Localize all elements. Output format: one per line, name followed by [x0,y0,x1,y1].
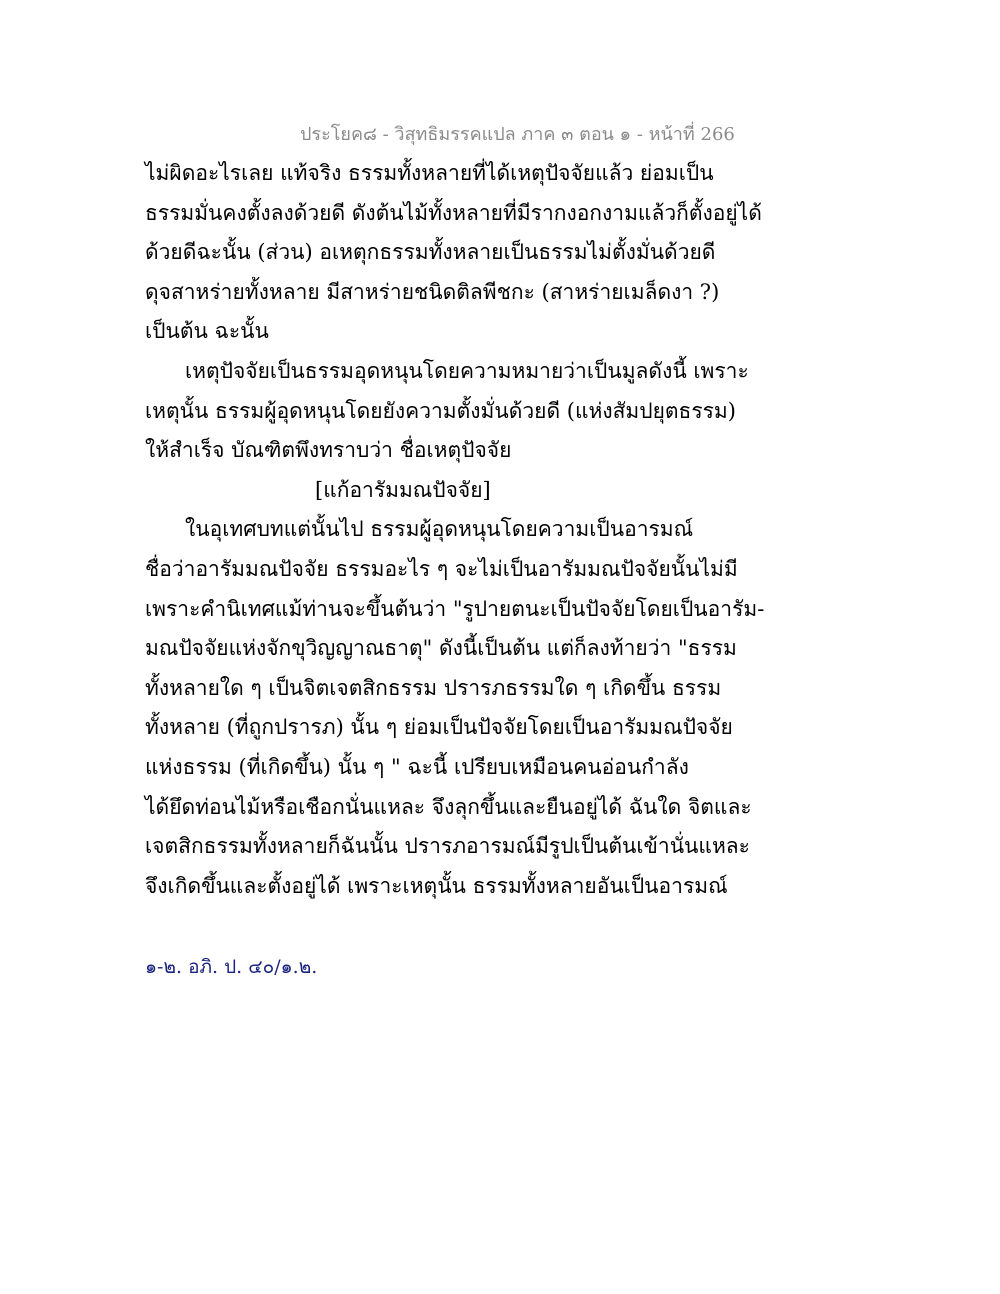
text-line: มณปัจจัยแห่งจักขุวิญญาณธาตุ" ดังนี้เป็นต้น แต่ก็ลงท้ายว่า "ธรรม [145,636,737,661]
paragraph-1 [145,154,762,352]
text-line: ทั้งหลายใด ๆ เป็นจิตเจตสิกธรรม ปรารภธรรมใด ๆ เกิดขึ้น ธรรม [145,675,722,700]
text-line: จึงเกิดขึ้นและตั้งอยู่ได้ เพราะเหตุนั้น ธรรมทั้งหลายอันเป็นอารมณ์ [145,873,728,898]
paragraph-2 [145,352,749,471]
running-header: ประโยค๘ - วิสุทธิมรรคแปล ภาค ๓ ตอน ๑ - หน้าที่ 266 [300,124,735,145]
text-line: เป็นต้น ฉะนั้น [145,319,269,344]
text-line: ธรรมมั่นคงตั้งลงด้วยดี ดังต้นไม้ทั้งหลายที่มีรากงอกงามแล้วก็ตั้งอยู่ได้ [145,200,762,225]
text-line: ชื่อว่าอารัมมณปัจจัย ธรรมอะไร ๆ จะไม่เป็นอารัมมณปัจจัยนั้นไม่มี [145,556,738,581]
text-line: เพราะคำนิเทศแม้ท่านจะขึ้นต้นว่า "รูปายตนะเป็นปัจจัยโดยเป็นอารัม- [145,596,765,621]
footnote: ๑-๒. อภิ. ป. ๔๐/๑.๒. [145,956,318,978]
body-text [145,154,765,906]
text-line: เจตสิกธรรมทั้งหลายก็ฉันนั้น ปรารภอารมณ์มีรูปเป็นต้นเข้านั่นแหละ [145,834,750,859]
text-line: เหตุปัจจัยเป็นธรรมอุดหนุนโดยความหมายว่าเป็นมูลดังนี้ เพราะ [185,358,749,383]
text-line: ทั้งหลาย (ที่ถูกปรารภ) นั้น ๆ ย่อมเป็นปัจจัยโดยเป็นอารัมมณปัจจัย [145,715,733,740]
text-line: ได้ยึดท่อนไม้หรือเชือกนั่นแหละ จึงลุกขึ้นและยืนอยู่ได้ ฉันใด จิตและ [145,794,752,819]
text-line: ในอุเทศบทแต่นั้นไป ธรรมผู้อุดหนุนโดยความเป็นอารมณ์ [185,517,694,542]
text-line: แห่งธรรม (ที่เกิดขึ้น) นั้น ๆ " ฉะนี้ เปรียบเหมือนคนอ่อนกำลัง [145,754,689,779]
text-line: ดุจสาหร่ายทั้งหลาย มีสาหร่ายชนิดติลพีชกะ (สาหร่ายเมล็ดงา ?) [145,279,720,304]
section-heading: [แก้อารัมมณปัจจัย] [315,477,491,502]
text-line: ด้วยดีฉะนั้น (ส่วน) อเหตุกธรรมทั้งหลายเป็นธรรมไม่ตั้งมั่นด้วยดี [145,240,716,265]
paragraph-3 [145,510,765,906]
text-line: เหตุนั้น ธรรมผู้อุดหนุนโดยยังความตั้งมั่นด้วยดี (แห่งสัมปยุตธรรม) [145,398,736,423]
text-line: ให้สำเร็จ บัณฑิตพึงทราบว่า ชื่อเหตุปัจจัย [145,438,512,463]
text-line: ไม่ผิดอะไรเลย แท้จริง ธรรมทั้งหลายที่ได้เหตุปัจจัยแล้ว ย่อมเป็น [145,161,714,185]
